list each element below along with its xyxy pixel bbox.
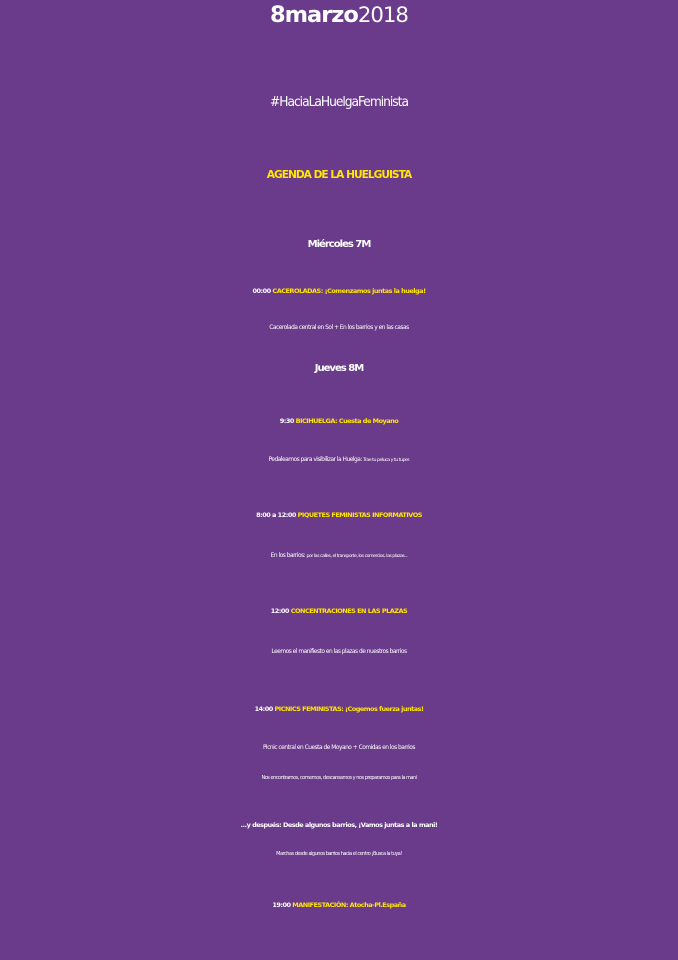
event-head — [0, 288, 678, 295]
event-name: Desde algunos barrios, ¡Vamos juntas a la mani! — [282, 821, 438, 829]
event-desc: Leemos el manifiesto en las plazas de nuestros barrios — [271, 649, 407, 655]
day-title-thursday: Jueves 8M — [314, 363, 364, 374]
event-head — [0, 608, 678, 615]
event-desc-small: por las calles, el transporte, los comercios, las plazas... — [306, 554, 408, 559]
event-time: 19:00 — [272, 901, 291, 909]
event-head — [0, 512, 678, 519]
event-name: CONCENTRACIONES EN LAS PLAZAS — [290, 607, 408, 615]
event-head — [0, 418, 678, 425]
event-time: 9:30 — [279, 417, 294, 425]
event-time: ...y después: — [240, 821, 282, 829]
event-desc-main: En los barrios: — [270, 553, 306, 559]
event-desc-main: Pedaleamos para visibilizar la Huelga: — [268, 457, 362, 463]
event-head — [0, 706, 678, 713]
event-name: BICIHUELGA: Cuesta de Moyano — [295, 417, 399, 425]
event-head — [0, 902, 678, 909]
event-desc — [0, 458, 678, 464]
agenda-title: AGENDA DE LA HUELGUISTA — [266, 168, 412, 181]
poster-title — [0, 4, 678, 90]
event-name: PICNICS FEMINISTAS: ¡Cogemos fuerza juntas! — [274, 705, 424, 713]
date-bold: 8marzo — [270, 2, 358, 28]
event-time: 00:00 — [252, 287, 271, 295]
event-name: PIQUETES FEMINISTAS INFORMATIVOS — [297, 511, 422, 519]
event-time: 14:00 — [254, 705, 273, 713]
event-time: 8:00 a 12:00 — [256, 511, 296, 519]
event-head — [0, 822, 678, 829]
event-desc — [0, 554, 678, 560]
event-desc: Cacerolada central en Sol + En los barrios y en las casas — [269, 325, 409, 331]
hashtag: #HaciaLaHuelgaFeminista — [270, 94, 408, 110]
event-sub: Nos encontrarnos, comemos, descansamos y nos preparamos para la mani — [261, 775, 417, 781]
event-time: 12:00 — [270, 607, 289, 615]
event-name: MANIFESTACIÓN: Atocha-Pl.España — [292, 901, 406, 909]
event-desc: Picnic central en Cuesta de Moyano + Comidas en los barrios — [263, 745, 415, 751]
event-name: CACEROLADAS: ¡Comenzamos juntas la huelga! — [272, 287, 426, 295]
event-desc-small: Trae tu peluca y tu tuper. — [363, 458, 410, 463]
day-title-wednesday: Miércoles 7M — [307, 239, 371, 250]
date-year: 2018 — [357, 3, 408, 28]
event-sub: Marchas desde algunos barrios hacia el centro ¡Busca la tuya! — [276, 851, 402, 857]
